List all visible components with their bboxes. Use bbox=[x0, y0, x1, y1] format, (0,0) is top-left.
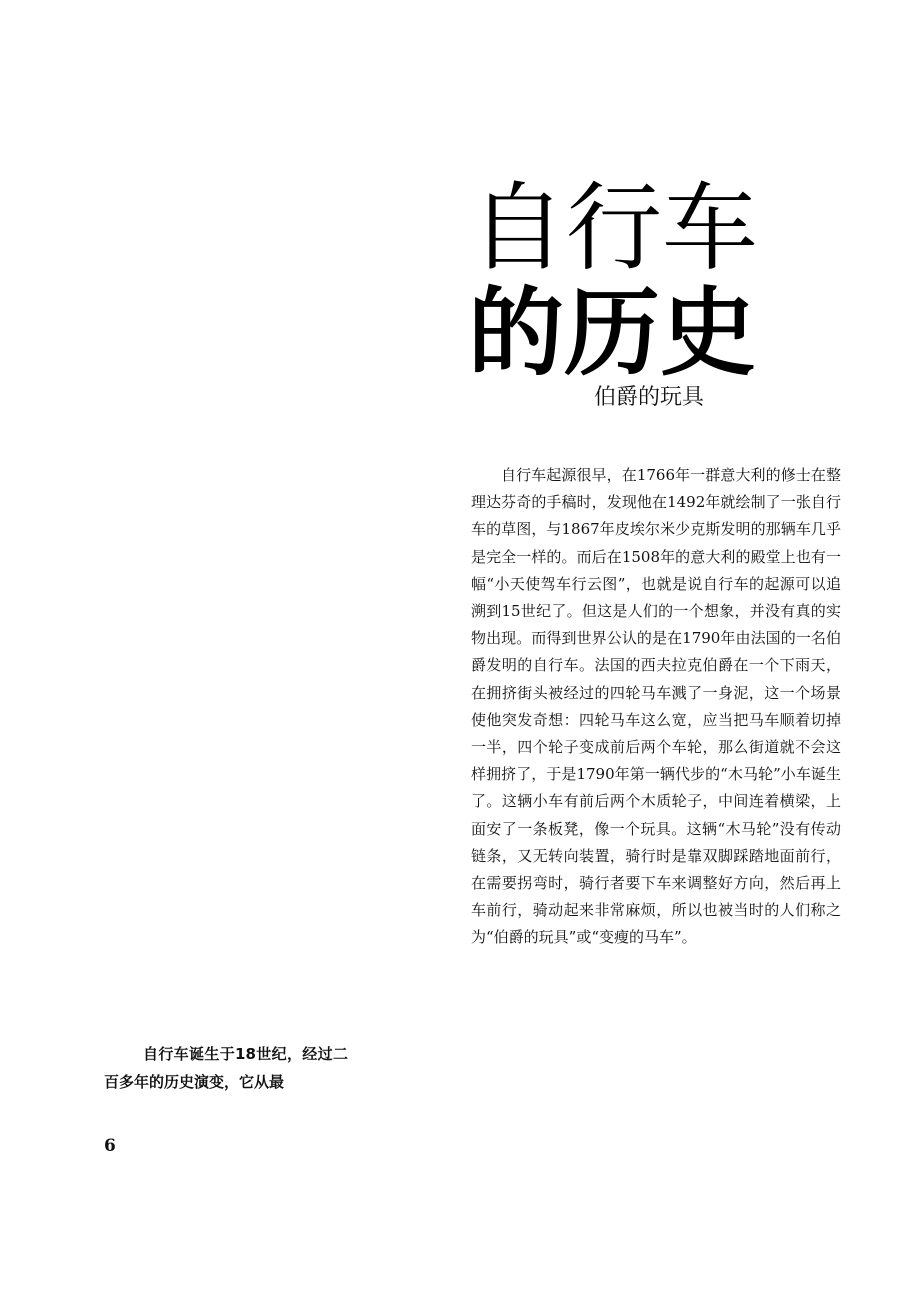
title-line-1: 自行车 bbox=[470, 172, 758, 284]
subtitle: 伯爵的玩具 bbox=[594, 385, 705, 410]
sidebar-text: 自行车诞生于18世纪，经过二百多年的历史演变，它从最 bbox=[104, 1045, 348, 1091]
article-paragraph: 自行车起源很早，在1766年一群意大利的修士在整理达芬奇的手稿时，发现他在1492年就绘制了一张自行车的草图，与1867年皮埃尔米少克斯发明的那辆车几乎是完全一样的。而后在1508年的意大利的殿堂上也有一幅“小天使驾车行云图”，也就是说自行车的起源可以追溯到15世纪了。但这是人们的一个想象，并没有真的实物出现。而得到世界公认的是在1790年由法国的一名伯爵发明的自行车。法国的西夫拉克伯爵在一个下雨天，在拥挤街头被经过的四轮马车溅了一身泥，这一个场景使他突发奇想：四轮马车这么宽，应当把马车顺着切掉一半，四个轮子变成前后两个车轮，那么街道就不会这样拥挤了，于是1790年第一辆代步的“木马轮”小车诞生了。这辆小车有前后两个木质轮子，中间连着横梁，上面安了一条板凳，像一个玩具。这辆“木马轮”没有传动链条，又无转向装置，骑行时是靠双脚踩踏地面前行，在需要拐弯时，骑行者要下车来调整好方向，然后再上车前行，骑动起来非常麻烦，所以也被当时的人们称之为“伯爵的玩具”或“变瘦的马车”。 bbox=[471, 466, 841, 947]
title-line-2: 的历史 bbox=[468, 277, 756, 389]
page-number: 6 bbox=[104, 1136, 116, 1156]
